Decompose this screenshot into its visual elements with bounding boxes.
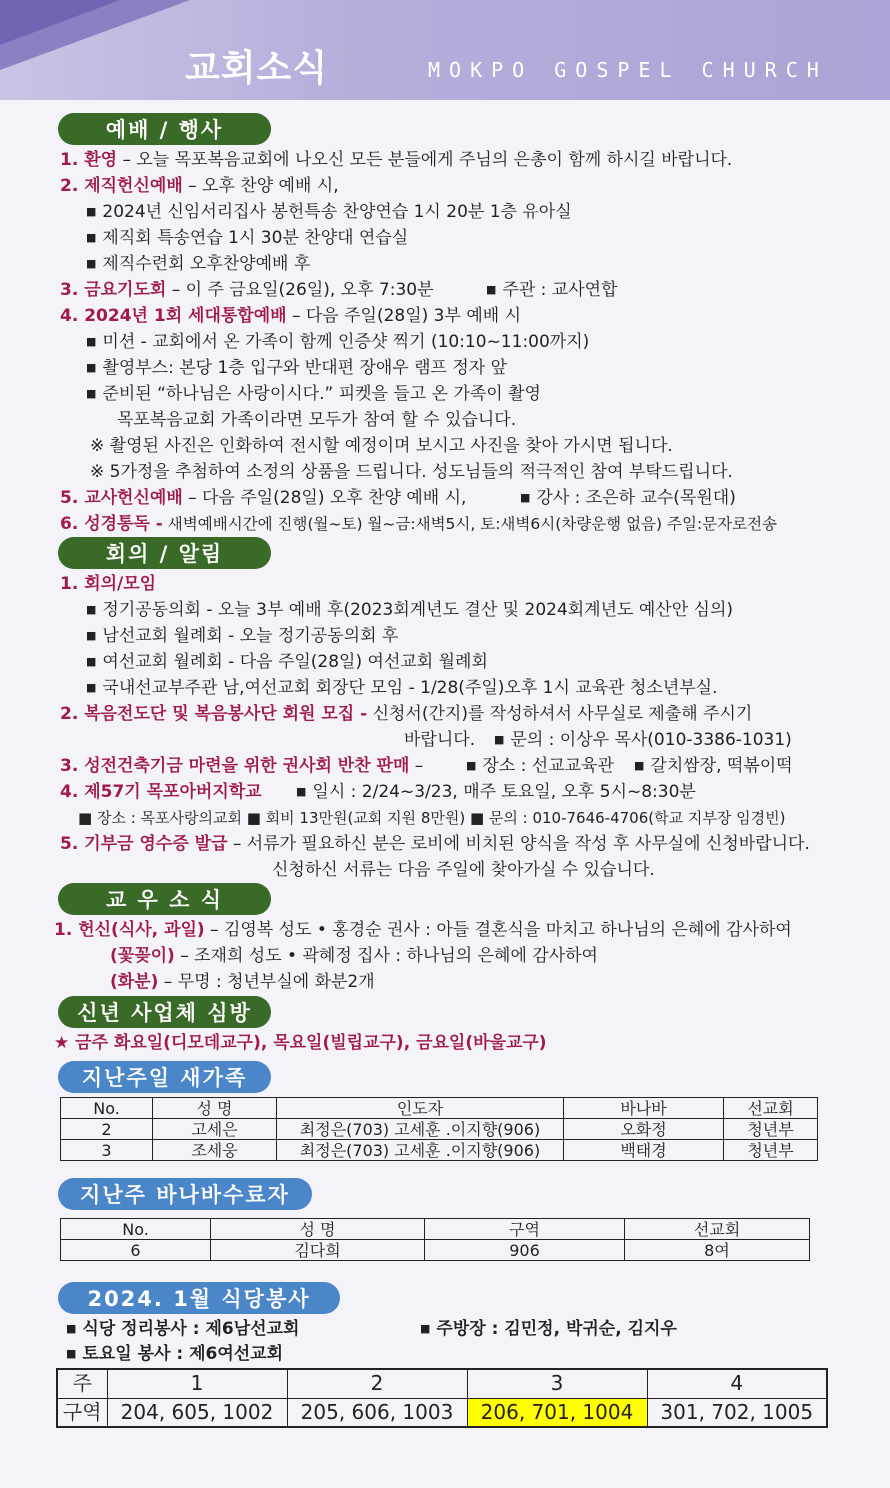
section-newfamily: 지난주일 새가족	[58, 1061, 271, 1093]
meeting-item-1-bullet: ■ 국내선교부주관 남,여선교회 회장단 모임 - 1/28(주일)오후 1시 교육관 청소년부실.	[86, 676, 718, 702]
section-members: 교 우 소 식	[58, 883, 271, 915]
table-cell: 906	[425, 1240, 625, 1261]
table-cell: 3	[61, 1140, 153, 1161]
table-header: No.	[61, 1219, 211, 1240]
meeting-item-1-bullet: ■ 정기공동의회 - 오늘 3부 예배 후(2023회계년도 결산 및 2024회계년도 예산안 심의)	[86, 598, 733, 624]
table-cell: 205, 606, 1003	[287, 1398, 467, 1427]
meeting-item-5: 5. 기부금 영수증 발급 – 서류가 필요하신 분은 로비에 비치된 양식을 작성 후 사무실에 신청바랍니다.	[60, 834, 810, 854]
table-header: 바나바	[564, 1098, 724, 1119]
table-header: 성 명	[211, 1219, 425, 1240]
table-cell: 백태경	[564, 1140, 724, 1161]
members-item-1: 1. 헌신(식사, 과일) – 김영복 성도 • 홍경순 권사 : 아들 결혼식을 마치고 하나님의 은혜에 감사하여	[54, 920, 792, 940]
worship-item-5: 5. 교사헌신예배 – 다음 주일(28일) 오후 찬양 예배 시,	[60, 488, 467, 508]
cafeteria-chef: ■ 주방장 : 김민정, 박귀순, 김지우	[420, 1317, 677, 1343]
section-worship: 예배 / 행사	[58, 113, 271, 145]
table-cell: 김다희	[211, 1240, 425, 1261]
section-newyear: 신년 사업체 심방	[58, 996, 271, 1028]
meeting-item-5-cont: 신청하신 서류는 다음 주일에 찾아가실 수 있습니다.	[272, 860, 655, 880]
worship-item-4: 4. 2024년 1회 세대통합예배 – 다음 주일(28일) 3부 예배 시	[60, 306, 521, 326]
meeting-item-1-bullet: ■ 여선교회 월례회 - 다음 주일(28일) 여선교회 월례회	[86, 650, 488, 676]
table-cell: 고세은	[153, 1119, 277, 1140]
worship-item-4-cont: 목포복음교회 가족이라면 모두가 참여 할 수 있습니다.	[117, 410, 517, 430]
meeting-item-2: 2. 복음전도단 및 복음봉사단 회원 모집 - 신청서(간지)를 작성하셔서 사무실로 제출해 주시기	[60, 704, 753, 724]
section-meeting: 회의 / 알림	[58, 537, 271, 569]
meeting-item-4: 4. 제57기 목포아버지학교	[60, 782, 262, 802]
table-header-row	[61, 1098, 818, 1119]
meeting-item-1: 1. 회의/모임	[60, 574, 157, 594]
table-cell: 8여	[625, 1240, 810, 1261]
newyear-schedule: ★ 금주 화요일(디모데교구), 목요일(빌립교구), 금요일(바울교구)	[54, 1033, 547, 1053]
members-item-2: (꽃꽂이) – 조재희 성도 • 곽혜정 집사 : 하나님의 은혜에 감사하여	[110, 946, 598, 966]
worship-item-4-note: ※ 5가정을 추첨하여 소정의 상품을 드립니다. 성도님들의 적극적인 참여 부탁드립니다.	[90, 462, 733, 482]
meeting-item-4-detail: ■ 장소 : 목포사랑의교회 ■ 회비 13만원(교회 지원 8만원) ■ 문의 : 010-7646-4706(학교 지부장 임경빈)	[78, 809, 786, 827]
table-row	[61, 1240, 810, 1261]
worship-item-2-bullet: ■ 2024년 신임서리집사 봉헌특송 찬양연습 1시 20분 1층 유아실	[86, 200, 572, 226]
table-cell: 2	[61, 1119, 153, 1140]
table-cell: 청년부	[724, 1140, 818, 1161]
worship-item-2-bullet: ■ 제직수련회 오후찬양예배 후	[86, 252, 310, 278]
worship-item-5-speaker: ■ 강사 : 조은하 교수(목원대)	[520, 486, 736, 512]
table-row	[57, 1398, 827, 1427]
banaba-table	[60, 1218, 810, 1261]
worship-item-4-bullet: ■ 준비된 “하나님은 사랑이시다.” 피켓을 들고 온 가족이 촬영	[86, 382, 541, 408]
worship-item-4-note: ※ 촬영된 사진은 인화하여 전시할 예정이며 보시고 사진을 찾아 가시면 됩니다.	[90, 436, 673, 456]
table-cell: 구역	[57, 1398, 107, 1427]
table-cell-highlighted: 206, 701, 1004	[467, 1398, 647, 1427]
table-header: 구역	[425, 1219, 625, 1240]
worship-item-3: 3. 금요기도회 – 이 주 금요일(26일), 오후 7:30분	[60, 280, 434, 300]
table-cell: 오화정	[564, 1119, 724, 1140]
worship-item-1: 1. 환영 – 오늘 목포복음교회에 나오신 모든 분들에게 주님의 은총이 함께 하시길 바랍니다.	[60, 150, 733, 170]
church-name: MOKPO GOSPEL CHURCH	[428, 58, 828, 82]
cafeteria-saturday: ■ 토요일 봉사 : 제6여선교회	[66, 1342, 283, 1368]
table-cell: 301, 702, 1005	[647, 1398, 827, 1427]
table-header: 4	[647, 1369, 827, 1398]
meeting-item-4-date: ■ 일시 : 2/24~3/23, 매주 토요일, 오후 5시~8:30분	[296, 780, 696, 806]
meeting-item-3-place: ■ 장소 : 선교교육관	[466, 754, 614, 780]
table-header: 선교회	[724, 1098, 818, 1119]
members-item-3: (화분) – 무명 : 청년부실에 화분2개	[110, 972, 375, 992]
table-cell: 6	[61, 1240, 211, 1261]
worship-item-3-host: ■ 주관 : 교사연합	[486, 278, 617, 304]
cafeteria-table	[56, 1368, 828, 1428]
section-banaba: 지난주 바나바수료자	[58, 1178, 312, 1210]
worship-item-2: 2. 제직헌신예배 – 오후 찬양 예배 시,	[60, 176, 339, 196]
meeting-item-1-bullet: ■ 남선교회 월례회 - 오늘 정기공동의회 후	[86, 624, 398, 650]
cafeteria-cleanup: ■ 식당 정리봉사 : 제6남선교회	[66, 1317, 299, 1343]
meeting-item-3: 3. 성전건축기금 마련을 위한 권사회 반찬 판매 –	[60, 756, 424, 776]
worship-item-4-bullet: ■ 미션 - 교회에서 온 가족이 함께 인증샷 찍기 (10:10~11:00까지)	[86, 330, 589, 356]
table-header: 3	[467, 1369, 647, 1398]
table-header: 1	[107, 1369, 287, 1398]
header-banner	[0, 0, 890, 100]
decor-triangle-dark	[0, 0, 120, 45]
meeting-item-3-goods: ■ 갈치쌈장, 떡볶이떡	[634, 754, 793, 780]
table-header: 인도자	[277, 1098, 564, 1119]
table-header-row	[57, 1369, 827, 1398]
table-cell: 조세웅	[153, 1140, 277, 1161]
table-row	[61, 1140, 818, 1161]
table-cell: 204, 605, 1002	[107, 1398, 287, 1427]
section-cafeteria: 2024. 1월 식당봉사	[58, 1282, 340, 1314]
newfamily-table	[60, 1097, 818, 1161]
table-cell: 최정은(703) 고세훈 .이지향(906)	[277, 1140, 564, 1161]
worship-item-2-bullet: ■ 제직회 특송연습 1시 30분 찬양대 연습실	[86, 226, 408, 252]
table-header: 2	[287, 1369, 467, 1398]
worship-item-4-bullet: ■ 촬영부스: 본당 1층 입구와 반대편 장애우 램프 정자 앞	[86, 356, 507, 382]
table-cell: 최정은(703) 고세훈 .이지향(906)	[277, 1119, 564, 1140]
table-header: 주	[57, 1369, 107, 1398]
table-header: No.	[61, 1098, 153, 1119]
table-header-row	[61, 1219, 810, 1240]
table-header: 성 명	[153, 1098, 277, 1119]
worship-item-6: 6. 성경통독 - 새벽예배시간에 진행(월~토) 월~금:새벽5시, 토:새벽6시(차량운행 없음) 주일:문자로전송	[60, 514, 778, 534]
table-cell: 청년부	[724, 1119, 818, 1140]
table-header: 선교회	[625, 1219, 810, 1240]
page-title: 교회소식	[185, 48, 329, 89]
meeting-item-2-cont: 바랍니다.	[404, 730, 476, 750]
meeting-item-2-contact: ■ 문의 : 이상우 목사(010-3386-1031)	[494, 728, 792, 754]
table-row	[61, 1119, 818, 1140]
